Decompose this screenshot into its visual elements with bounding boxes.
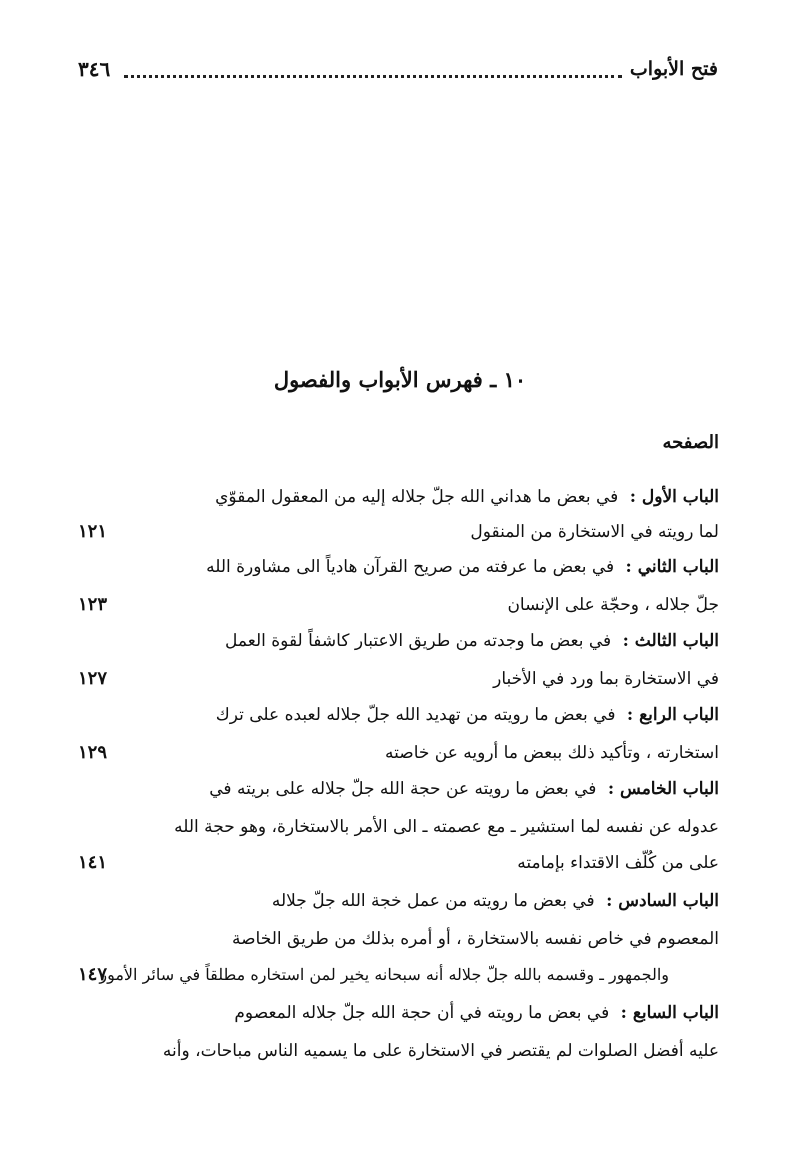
entry-5-text-1: في بعض ما رويته عن حجة الله جلّ جلاله على بريته في [209,779,597,799]
entry-2-label: الباب الثاني : [625,557,719,577]
entry-2-line-2 [79,588,719,622]
entry-4-line-1 [129,698,719,732]
entry-7-label: الباب السابع : [620,1003,719,1023]
entry-1-page: ١٢١ [78,521,108,542]
entry-3-text-2: في الاستخارة بما ورد في الأخبار [493,669,719,689]
entry-6-text-3: والجمهور ـ وقسمه بالله جلّ جلاله أنه سبحانه يخير لمن استخاره مطلقاً في سائر الأمور [99,965,669,984]
entry-3-page: ١٢٧ [78,668,108,689]
page-column-label: الصفحه [662,432,719,453]
entry-4-page: ١٢٩ [78,742,108,763]
entry-5-text-3: على من كُلّف الاقتداء بإمامته [517,853,719,873]
entry-2-line-1 [129,550,719,584]
entry-5-text-2: عدوله عن نفسه لما استشير ـ مع عصمته ـ الى الأمر بالاستخارة، وهو حجة الله [174,817,719,837]
entry-7-text-2: عليه أفضل الصلوات لم يقتصر في الاستخارة على ما يسميه الناس مباحات، وأنه [162,1041,719,1061]
entry-6-line-1 [129,884,719,918]
entry-7-line-2 [79,1034,719,1068]
entry-3-label: الباب الثالث : [622,631,719,651]
entry-3-line-1 [129,624,719,658]
entry-6-text-1: في بعض ما رويته من عمل خجة الله جلّ جلاله [271,891,595,911]
entry-5-line-2 [79,810,719,844]
entry-1-text-2: لما رويته في الاستخارة من المنقول [470,522,719,542]
entry-7-text-1: في بعض ما رويته في أن حجة الله جلّ جلاله المعصوم [234,1003,610,1023]
running-header [78,52,718,86]
entry-6-line-2 [79,922,719,956]
entry-2-page: ١٢٣ [78,594,108,615]
entry-5-line-1 [129,772,719,806]
book-title: فتح الأبواب [629,58,718,80]
entry-6-page: ١٤٧ [78,964,108,985]
leader-dots [124,61,622,78]
entry-6-line-3 [69,958,669,992]
entry-5-line-3 [79,846,719,880]
entry-1-line-2 [79,515,719,549]
entry-4-text-1: في بعض ما رويته من تهديد الله جلّ جلاله لعبده على ترك [215,705,616,725]
section-title: ١٠ ـ فهرس الأبواب والفصول [273,367,527,392]
entry-2-text-1: في بعض ما عرفته من صريح القرآن هادياً الى مشاورة الله [206,557,615,577]
entry-5-page: ١٤١ [78,852,108,873]
entry-2-text-2: جلّ جلاله ، وحجّة على الإنسان [507,595,719,615]
entry-4-label: الباب الرابع : [626,705,719,725]
entry-1-text-1: في بعض ما هداني الله جلّ جلاله إليه من المعقول المقوّي [215,487,619,507]
entry-1-line-1 [129,480,719,514]
entry-3-line-2 [79,662,719,696]
entry-6-label: الباب السادس : [606,891,719,911]
page-number: ٣٤٦ [78,57,111,81]
entry-7-line-1 [129,996,719,1030]
entry-5-label: الباب الخامس : [607,779,719,799]
entry-6-text-2: المعصوم في خاص نفسه بالاستخارة ، أو أمره بذلك من طريق الخاصة [232,929,719,949]
entry-4-text-2: استخارته ، وتأكيد ذلك ببعض ما أرويه عن خاصته [385,743,719,763]
entry-3-text-1: في بعض ما وجدته من طريق الاعتبار كاشفاً لقوة العمل [225,631,612,651]
entry-4-line-2 [79,736,719,770]
entry-1-label: الباب الأول : [629,487,719,507]
